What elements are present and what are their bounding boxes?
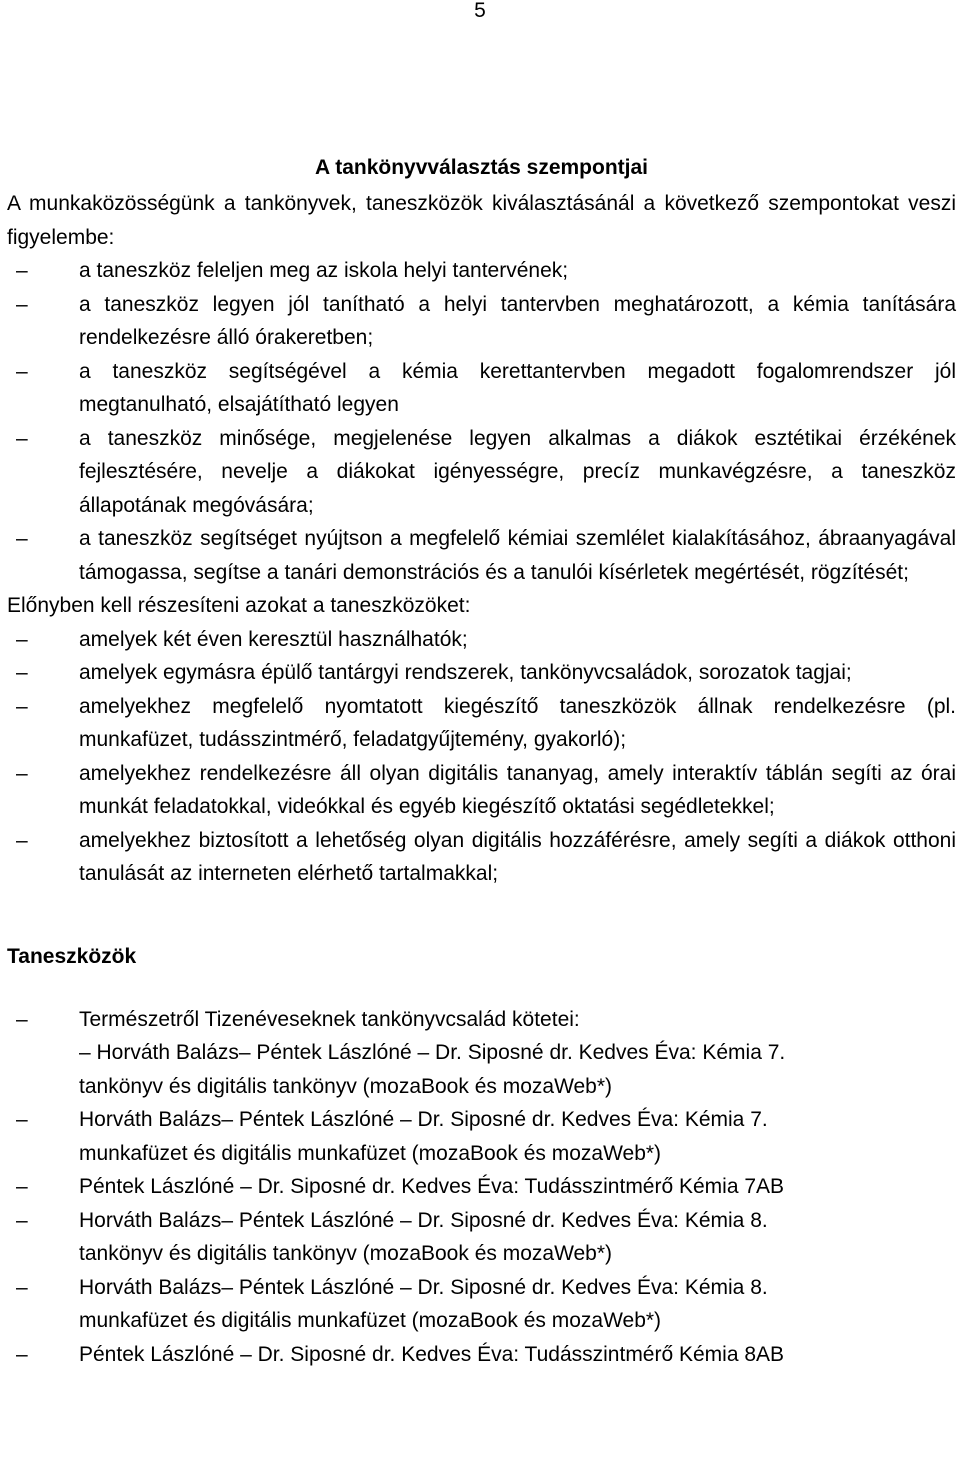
list-item: – a taneszköz segítségével a kémia kerettantervben megadott fogalomrendszer jól megtanulható, elsajátítható legyen — [7, 355, 956, 422]
book-line: – Horváth Balázs– Péntek Lászlóné – Dr. Siposné dr. Kedves Éva: Kémia 7. — [79, 1041, 786, 1064]
list-item: – amelyekhez rendelkezésre áll olyan digitális tananyag, amely interaktív táblán segíti az órai munkát feladatokkal, videókkal és egyéb kiegészítő oktatási segédletekkel; — [7, 757, 956, 824]
dash-bullet: – — [16, 761, 28, 785]
list-item — [7, 1170, 956, 1204]
book-line: Horváth Balázs– Péntek Lászlóné – Dr. Siposné dr. Kedves Éva: Kémia 8. — [79, 1275, 768, 1299]
list-item: – amelyek egymásra épülő tantárgyi rendszerek, tankönyvcsaládok, sorozatok tagjai; — [7, 656, 956, 690]
dash-bullet: – — [16, 1175, 28, 1198]
book-line: Péntek Lászlóné – Dr. Siposné dr. Kedves Éva: Tudásszintmérő Kémia 8AB — [79, 1342, 785, 1366]
book-line: Péntek Lászlóné – Dr. Siposné dr. Kedves Éva: Tudásszintmérő Kémia 7AB — [79, 1175, 785, 1198]
list-item — [7, 1003, 956, 1104]
dash-bullet: – — [16, 259, 28, 282]
book-line: Horváth Balázs– Péntek Lászlóné – Dr. Siposné dr. Kedves Éva: Kémia 7. — [79, 1108, 768, 1131]
dash-bullet: – — [16, 359, 28, 383]
preference-heading: Előnyben kell részesíteni azokat a taneszközöket: — [7, 594, 471, 617]
dash-bullet: – — [16, 627, 28, 651]
dash-bullet: – — [16, 426, 28, 450]
dash-bullet: – — [16, 661, 28, 684]
list-item: – a taneszköz segítséget nyújtson a megfelelő kémiai szemlélet kialakításához, ábraanyagával támogassa, segítse a tanári demonstrációs és a tanulói kísérletek megértését, rögzítését; — [7, 522, 956, 589]
list-item — [7, 1271, 956, 1338]
list-item — [7, 1204, 956, 1271]
page-number: 5 — [474, 0, 486, 22]
list-item: – amelyek két éven keresztül használhatók; — [7, 623, 956, 657]
dash-bullet: – — [16, 1342, 28, 1366]
page-title: A tankönyvválasztás szempontjai — [314, 156, 648, 179]
list-item: – a taneszköz minősége, megjelenése legyen alkalmas a diákok esztétikai érzékének fejlesztésére, nevelje a diákokat igényességre, precíz munkavégzésre, a taneszköz állapotának megóvására; — [7, 422, 956, 523]
tools-list — [7, 1003, 956, 1372]
list-item: – amelyekhez biztosított a lehetőség olyan digitális hozzáférésre, amely segíti a diákok otthoni tanulását az interneten elérhető tartalmakkal; — [7, 824, 956, 891]
book-line: tankönyv és digitális tankönyv (mozaBook és mozaWeb*) — [79, 1242, 613, 1265]
dash-bullet: – — [16, 1275, 28, 1299]
book-line: munkafüzet és digitális munkafüzet (mozaBook és mozaWeb*) — [79, 1141, 662, 1165]
dash-bullet: – — [16, 1108, 28, 1131]
list-item: – amelyekhez megfelelő nyomtatott kiegészítő taneszközök állnak rendelkezésre (pl. munkafüzet, tudásszintmérő, feladatgyűjtemény, gyakorló); — [7, 690, 956, 757]
list-item — [7, 1338, 956, 1372]
dash-bullet: – — [16, 828, 28, 852]
book-series-title: Természetről Tizenéveseknek tankönyvcsalád kötetei: — [79, 1007, 580, 1031]
intro-paragraph: A munkaközösségünk a tankönyvek, taneszközök kiválasztásánál a következő szempontokat veszi figyelembe: — [7, 192, 956, 249]
list-item: – a taneszköz feleljen meg az iskola helyi tantervének; — [7, 254, 956, 288]
book-line: tankönyv és digitális tankönyv (mozaBook és mozaWeb*) — [79, 1074, 613, 1098]
dash-bullet: – — [16, 527, 28, 550]
book-line: Horváth Balázs– Péntek Lászlóné – Dr. Siposné dr. Kedves Éva: Kémia 8. — [79, 1208, 768, 1232]
criteria-list — [7, 254, 956, 589]
list-item: – a taneszköz legyen jól tanítható a helyi tantervben meghatározott, a kémia tanítására rendelkezésre álló órakeretben; — [7, 288, 956, 355]
dash-bullet: – — [16, 292, 28, 316]
dash-bullet: – — [16, 1208, 28, 1232]
preference-list — [7, 623, 956, 891]
dash-bullet: – — [16, 694, 28, 718]
section-title-taneszkozok: Taneszközök — [7, 944, 137, 968]
dash-bullet: – — [16, 1007, 28, 1031]
list-item — [7, 1103, 956, 1170]
document-body — [7, 152, 956, 1371]
book-line: munkafüzet és digitális munkafüzet (mozaBook és mozaWeb*) — [79, 1309, 662, 1332]
